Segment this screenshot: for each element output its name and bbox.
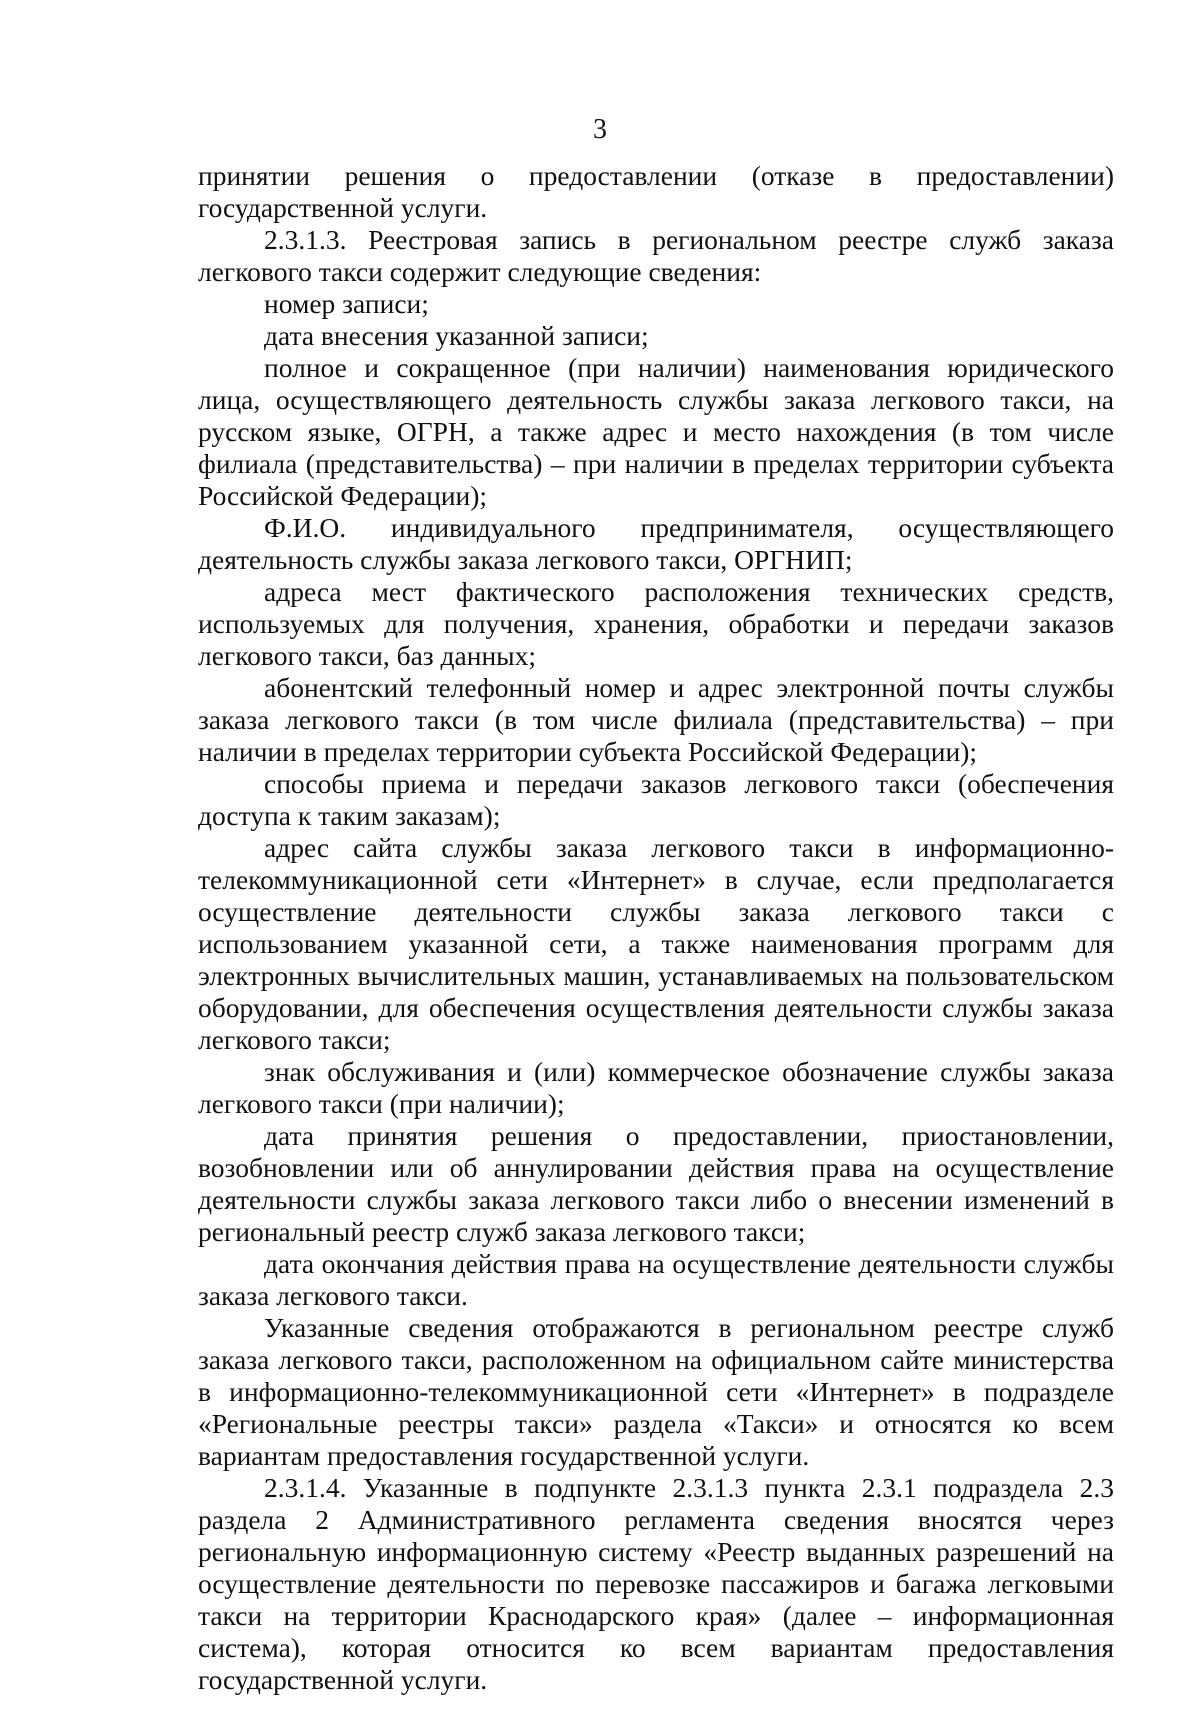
- page-number: 3: [593, 114, 607, 145]
- paragraph-registry-publication: Указанные сведения отображаются в региональном реестре служб заказа легкового такси, расположенном на официальном сайте министерства в информационно-телекоммуникационной сети «Интернет» в подразделе «Региональные реестры такси» раздела «Такси» и относятся ко всем вариантам предоставления государственной услуги.: [198, 1312, 1114, 1471]
- list-item-trademark: знак обслуживания и (или) коммерческое обозначение службы заказа легкового такси (при наличии);: [198, 1056, 1114, 1119]
- list-item-order-methods: способы приема и передачи заказов легкового такси (обеспечения доступа к таким заказам);: [198, 768, 1114, 831]
- paragraph-2-3-1-3: 2.3.1.3. Реестровая запись в региональном реестре служб заказа легкового такси содержит следующие сведения:: [198, 224, 1114, 287]
- paragraph-continuation: принятии решения о предоставлении (отказе в предоставлении) государственной услуги.: [198, 160, 1114, 223]
- list-item-record-date: дата внесения указанной записи;: [264, 320, 649, 351]
- list-item-equipment-addresses: адреса мест фактического расположения технических средств, используемых для получения, хранения, обработки и передачи заказов легкового такси, баз данных;: [198, 576, 1114, 671]
- list-item-decision-date: дата принятия решения о предоставлении, приостановлении, возобновлении или об аннулировании действия права на осуществление деятельности службы заказа легкового такси либо о внесении изменений в региональный реестр служб заказа легкового такси;: [198, 1120, 1114, 1247]
- document-body: [198, 160, 1114, 1696]
- list-item-entrepreneur-name: Ф.И.О. индивидуального предпринимателя, осуществляющего деятельность службы заказа легкового такси, ОРГНИП;: [198, 512, 1114, 575]
- list-item-legal-entity-name: полное и сокращенное (при наличии) наименования юридического лица, осуществляющего деятельность службы заказа легкового такси, на русском языке, ОГРН, а также адрес и место нахождения (в том числе филиала (представительства) – при наличии в пределах территории субъекта Российской Федерации);: [198, 352, 1114, 511]
- list-item-website: адрес сайта службы заказа легкового такси в информационно-телекоммуникационной сети «Интернет» в случае, если предполагается осуществление деятельности службы заказа легкового такси с использованием указанной сети, а также наименования программ для электронных вычислительных машин, устанавливаемых на пользовательском оборудовании, для обеспечения осуществления деятельности службы заказа легкового такси;: [198, 832, 1114, 1055]
- list-item-record-number: номер записи;: [264, 288, 429, 319]
- paragraph-2-3-1-4: 2.3.1.4. Указанные в подпункте 2.3.1.3 пункта 2.3.1 подраздела 2.3 раздела 2 Административного регламента сведения вносятся через региональную информационную систему «Реестр выданных разрешений на осуществление деятельности по перевозке пассажиров и багажа легковыми такси на территории Краснодарского края» (далее – информационная система), которая относится ко всем вариантам предоставления государственной услуги.: [198, 1472, 1114, 1695]
- list-item-phone-email: абонентский телефонный номер и адрес электронной почты службы заказа легкового такси (в том числе филиала (представительства) – при наличии в пределах территории субъекта Российской Федерации);: [198, 672, 1114, 767]
- list-item-expiry-date: дата окончания действия права на осуществление деятельности службы заказа легкового такси.: [198, 1248, 1114, 1311]
